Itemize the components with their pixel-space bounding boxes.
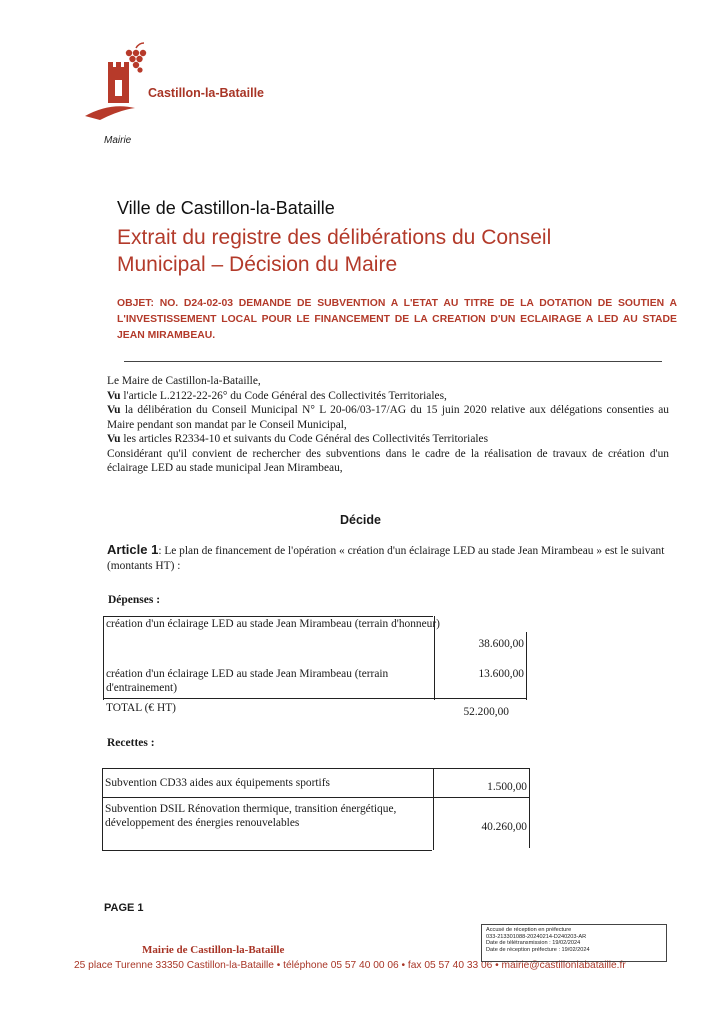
table-border xyxy=(433,768,434,850)
table-border xyxy=(103,616,433,617)
town-heading: Ville de Castillon-la-Bataille xyxy=(117,198,335,218)
title-line-1: Extrait du registre des délibérations du Conseil xyxy=(117,226,552,249)
revenue-amount: 1.500,00 xyxy=(487,781,527,793)
preamble-text: les articles R2334-10 et suivants du Code Général des Collectivités Territoriales xyxy=(120,433,489,445)
stamp-line: Accusé de réception en préfecture xyxy=(486,927,572,933)
table-border xyxy=(102,850,432,851)
page-number: PAGE 1 xyxy=(104,902,144,914)
revenue-heading: Recettes : xyxy=(107,737,155,749)
decide-heading: Décide xyxy=(340,513,381,527)
footer-mairie: Mairie de Castillon-la-Bataille xyxy=(142,944,285,956)
preamble-line xyxy=(107,403,669,432)
preamble-line: Considérant qu'il convient de rechercher des subventions dans le cadre de la réalisation de travaux de création d'un éclairage LED au stade municipal Jean Mirambeau, xyxy=(107,447,669,474)
footer-address: 25 place Turenne 33350 Castillon-la-Bataille • téléphone 05 57 40 00 06 • fax 05 57 40 33 06 • mairie@castillonlabataille.fr xyxy=(74,960,626,971)
article-1 xyxy=(107,542,669,574)
vu-label: Vu xyxy=(107,404,121,416)
town-logo xyxy=(80,40,150,135)
table-border xyxy=(103,616,104,700)
article-label: Article 1 xyxy=(107,542,159,557)
article-text: : Le plan de financement de l'opération « création d'un éclairage LED au stade Jean Mirambeau » est le suivant (montants HT) : xyxy=(107,545,665,572)
prefecture-stamp xyxy=(481,924,667,962)
expenses-table xyxy=(103,617,527,719)
revenue-label: Subvention DSIL Rénovation thermique, transition énergétique, développement des énergies renouvelables xyxy=(105,803,397,829)
table-border xyxy=(103,698,527,699)
object-statement: OBJET: NO. D24-02-03 DEMANDE DE SUBVENTION A L'ETAT AU TITRE DE LA DOTATION DE SOUTIEN A L'INVESTISSEMENT LOCAL POUR LE FINANCEMENT DE LA CREATION D'UN ECLAIRAGE A LED AU STADE JEAN MIRAMBEAU. xyxy=(117,298,677,341)
preamble-text: l'article L.2122-22-26° du Code Général des Collectivités Territoriales, xyxy=(120,389,447,402)
expense-label: création d'un éclairage LED au stade Jean Mirambeau (terrain d'honneur) xyxy=(106,618,440,630)
title-line-2: Municipal – Décision du Maire xyxy=(117,253,398,276)
revenue-amount: 40.260,00 xyxy=(481,821,527,833)
castle-tower-icon xyxy=(108,62,129,103)
revenue-table xyxy=(102,770,530,834)
stamp-line: 033-213301088-20240214-D240203-AR xyxy=(486,933,587,940)
preamble xyxy=(107,374,669,476)
preamble-line xyxy=(107,389,669,404)
table-border xyxy=(102,768,530,769)
preamble-line: Le Maire de Castillon-la-Bataille, xyxy=(107,375,261,387)
table-border xyxy=(526,632,527,700)
table-row xyxy=(103,667,527,699)
expenses-heading: Dépenses : xyxy=(108,594,161,606)
expense-label: création d'un éclairage LED au stade Jean Mirambeau (terrain d'entrainement) xyxy=(106,668,389,694)
table-row xyxy=(103,617,527,667)
expense-amount: 38.600,00 xyxy=(478,638,524,650)
stamp-line: Date de télétransmission : 19/02/2024 xyxy=(486,940,581,947)
stamp-line: Date de réception préfecture : 19/02/2024 xyxy=(486,946,590,953)
preamble-line xyxy=(107,432,669,447)
table-border xyxy=(102,768,103,850)
vu-label: Vu xyxy=(107,433,121,445)
document-title xyxy=(117,224,551,278)
logo-town-name: Castillon-la-Bataille xyxy=(148,86,264,100)
preamble-text: la délibération du Conseil Municipal N° L 20-06/03-17/AG du 15 juin 2020 relative aux délégations consenties au Maire pendant son mandat par le Conseil Municipal, xyxy=(107,404,669,431)
vu-label: Vu xyxy=(107,389,121,402)
total-amount: 52.200,00 xyxy=(463,706,509,718)
river-swoosh-icon xyxy=(85,106,135,120)
expense-amount: 13.600,00 xyxy=(478,668,524,680)
table-border xyxy=(529,768,530,848)
table-row xyxy=(103,699,527,719)
table-row xyxy=(102,770,530,800)
revenue-label: Subvention CD33 aides aux équipements sportifs xyxy=(105,777,330,789)
table-row xyxy=(102,800,530,834)
table-border xyxy=(434,616,435,700)
total-label: TOTAL (€ HT) xyxy=(106,702,176,714)
logo-subtitle: Mairie xyxy=(104,135,132,146)
table-border xyxy=(102,797,530,798)
divider xyxy=(124,361,662,362)
